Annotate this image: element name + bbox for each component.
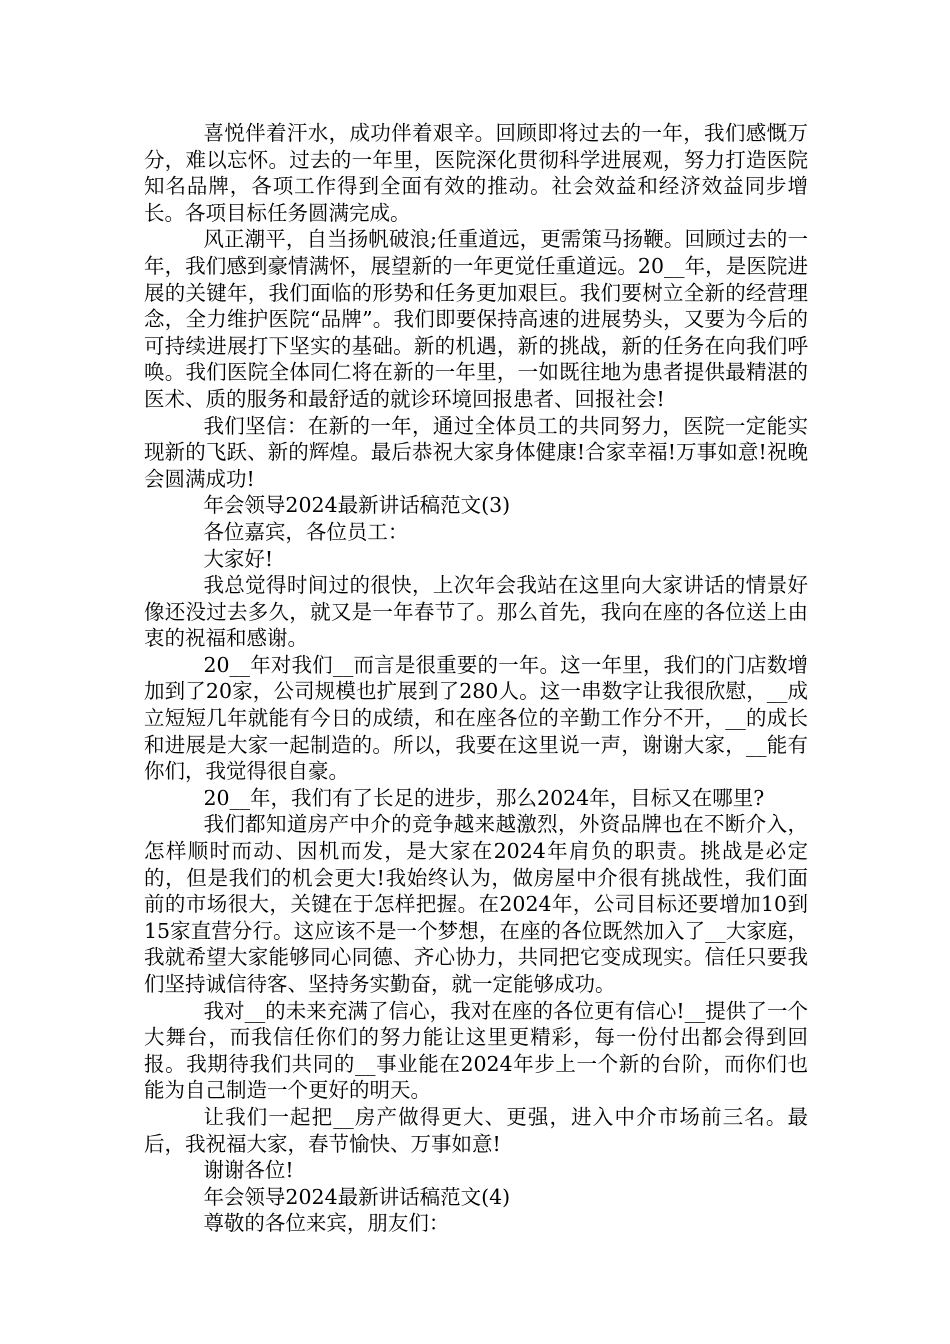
paragraph-belief: 我们坚信：在新的一年，通过全体员工的共同努力，医院一定能实现新的飞跃、新的辉煌。最后恭祝大家身体健康!合家幸福!万事如意!祝晚会圆满成功!	[144, 413, 808, 491]
document-body	[144, 120, 808, 1237]
paragraph-time: 我总觉得时间过的很快，上次年会我站在这里向大家讲话的情景好像还没过去多久，就又是一年春节了。那么首先，我向在座的各位送上由衷的祝福和感谢。	[144, 573, 808, 651]
paragraph-intro: 喜悦伴着汗水，成功伴着艰辛。回顾即将过去的一年，我们感慨万分，难以忘怀。过去的一年里，医院深化贯彻科学进展观，努力打造医院知名品牌，各项工作得到全面有效的推动。社会效益和经济效益同步增长。各项目标任务圆满完成。	[144, 121, 808, 225]
section-heading-4: 年会领导2024最新讲话稿范文(4)	[203, 1184, 511, 1209]
paragraph-goal-question: 20__年，我们有了长足的进步，那么2024年，目标又在哪里?	[203, 785, 765, 810]
greeting-guests: 各位嘉宾，各位员工：	[203, 519, 409, 544]
paragraph-together: 让我们一起把__房产做得更大、更强，进入中介市场前三名。最后，我祝福大家，春节愉快、万事如意!	[144, 1104, 808, 1156]
paragraph-competition: 我们都知道房产中介的竞争越来越激烈，外资品牌也在不断介入，怎样顺时而动、因机而发，是大家在2024年肩负的职责。挑战是必定的，但是我们的机会更大!我始终认为，做房屋中介很有挑战性，我们面前的市场很大，关键在于怎样把握。在2024年，公司目标还要增加10到15家直营分行。这应该不是一个梦想，在座的各位既然加入了__大家庭，我就希望大家能够同心同德、齐心协力，共同把它变成现实。信任只要我们坚持诚信待客、坚持务实勤奋，就一定能够成功。	[144, 812, 808, 996]
paragraph-stores: 20__年对我们__而言是很重要的一年。这一年里，我们的门店数增加到了20家，公司规模也扩展到了280人。这一串数字让我很欣慰，__成立短短几年就能有今日的成绩，和在座各位的辛勤工作分不开，__的成长和进展是大家一起制造的。所以，我要在这里说一声，谢谢大家，__能有你们，我觉得很自豪。	[144, 652, 808, 784]
greeting-hello: 大家好!	[203, 546, 274, 571]
greeting-friends: 尊敬的各位来宾，朋友们：	[203, 1211, 450, 1236]
section-heading-3: 年会领导2024最新讲话稿范文(3)	[203, 493, 511, 518]
paragraph-confidence: 我对__的未来充满了信心，我对在座的各位更有信心!__提供了一个大舞台，而我信任你们的努力能让这里更精彩，每一份付出都会得到回报。我期待我们共同的__事业能在2024年步上一个新的台阶，而你们也能为自己制造一个更好的明天。	[144, 998, 808, 1103]
paragraph-outlook: 风正潮平，自当扬帆破浪;任重道远，更需策马扬鞭。回顾过去的一年，我们感到豪情满怀，展望新的一年更觉任重道远。20__年，是医院进展的关键年，我们面临的形势和任务更加艰巨。我们要树立全新的经营理念，全力维护医院“品牌”。我们即要保持高速的进展势头，又要为今后的可持续进展打下坚实的基础。新的机遇，新的挑战，新的任务在向我们呼唤。我们医院全体同仁将在新的一年里，一如既往地为患者提供最精湛的医术、质的服务和最舒适的就诊环境回报患者、回报社会!	[144, 227, 808, 411]
paragraph-thanks: 谢谢各位!	[203, 1158, 294, 1183]
